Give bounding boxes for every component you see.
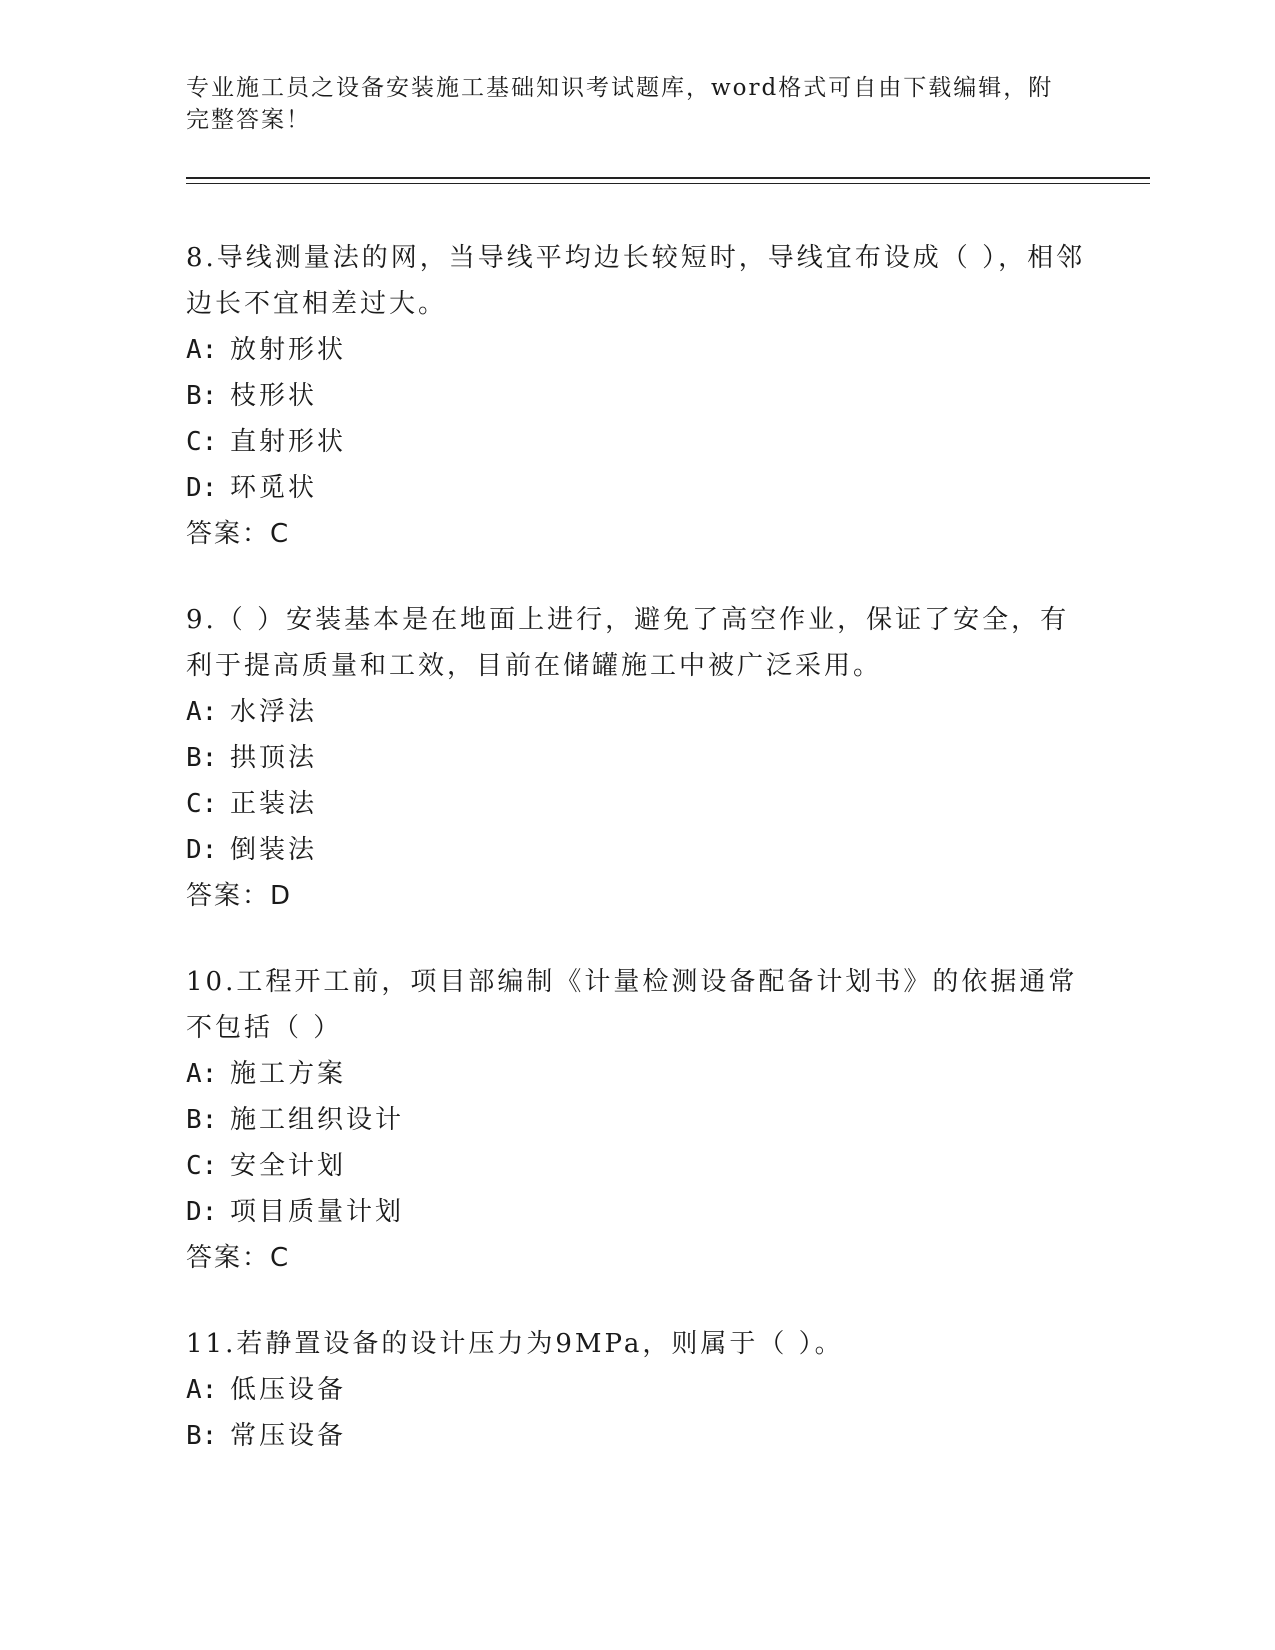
option-c	[186, 781, 1086, 827]
option-b	[186, 1413, 1086, 1459]
option-letter: B:	[186, 381, 218, 411]
option-a	[186, 1051, 1086, 1097]
option-text: 常压设备	[230, 1421, 347, 1451]
option-a	[186, 689, 1086, 735]
option-text: 直射形状	[230, 427, 347, 457]
option-text: 拱顶法	[230, 743, 318, 773]
option-letter: A:	[186, 697, 218, 727]
question-10	[186, 959, 1086, 1281]
option-letter: C:	[186, 789, 218, 819]
option-a	[186, 1367, 1086, 1413]
option-d	[186, 1189, 1086, 1235]
option-c	[186, 1143, 1086, 1189]
answer-line: 答案：C	[186, 1243, 291, 1273]
document-header: 专业施工员之设备安装施工基础知识考试题库，word格式可自由下载编辑，附完整答案！	[186, 75, 1054, 133]
option-text: 项目质量计划	[230, 1197, 405, 1227]
option-letter: A:	[186, 1059, 218, 1089]
option-text: 水浮法	[230, 697, 318, 727]
answer-line: 答案：D	[186, 881, 293, 911]
question-8	[186, 235, 1086, 557]
option-d	[186, 827, 1086, 873]
option-text: 环觅状	[230, 473, 318, 503]
option-letter: A:	[186, 335, 218, 365]
option-letter: C:	[186, 1151, 218, 1181]
option-letter: D:	[186, 1197, 218, 1227]
option-text: 施工组织设计	[230, 1105, 405, 1135]
option-letter: B:	[186, 1421, 218, 1451]
option-letter: A:	[186, 1375, 218, 1405]
option-letter: B:	[186, 1105, 218, 1135]
option-letter: B:	[186, 743, 218, 773]
question-stem: 11.若静置设备的设计压力为9MPa，则属于（ ）。	[186, 1329, 844, 1359]
option-a	[186, 327, 1086, 373]
option-b	[186, 373, 1086, 419]
option-letter: C:	[186, 427, 218, 457]
option-text: 枝形状	[230, 381, 318, 411]
option-d	[186, 465, 1086, 511]
option-text: 安全计划	[230, 1151, 347, 1181]
option-text: 放射形状	[230, 335, 347, 365]
option-text: 低压设备	[230, 1375, 347, 1405]
answer-line: 答案：C	[186, 519, 291, 549]
option-text: 正装法	[230, 789, 318, 819]
question-stem: 10.工程开工前，项目部编制《计量检测设备配备计划书》的依据通常不包括（ ）	[186, 967, 1078, 1043]
question-11	[186, 1321, 1086, 1459]
question-stem: 8.导线测量法的网，当导线平均边长较短时，导线宜布设成（ ），相邻边长不宜相差过大。	[186, 243, 1086, 319]
option-b	[186, 1097, 1086, 1143]
question-stem: 9.（ ）安装基本是在地面上进行，避免了高空作业，保证了安全，有利于提高质量和工效，目前在储罐施工中被广泛采用。	[186, 605, 1070, 681]
option-c	[186, 419, 1086, 465]
option-text: 施工方案	[230, 1059, 347, 1089]
header-divider-thin	[186, 183, 1150, 184]
option-letter: D:	[186, 835, 218, 865]
option-text: 倒装法	[230, 835, 318, 865]
option-letter: D:	[186, 473, 218, 503]
question-list	[186, 235, 1086, 1499]
option-b	[186, 735, 1086, 781]
header-divider-thick	[186, 177, 1150, 179]
question-9	[186, 597, 1086, 919]
